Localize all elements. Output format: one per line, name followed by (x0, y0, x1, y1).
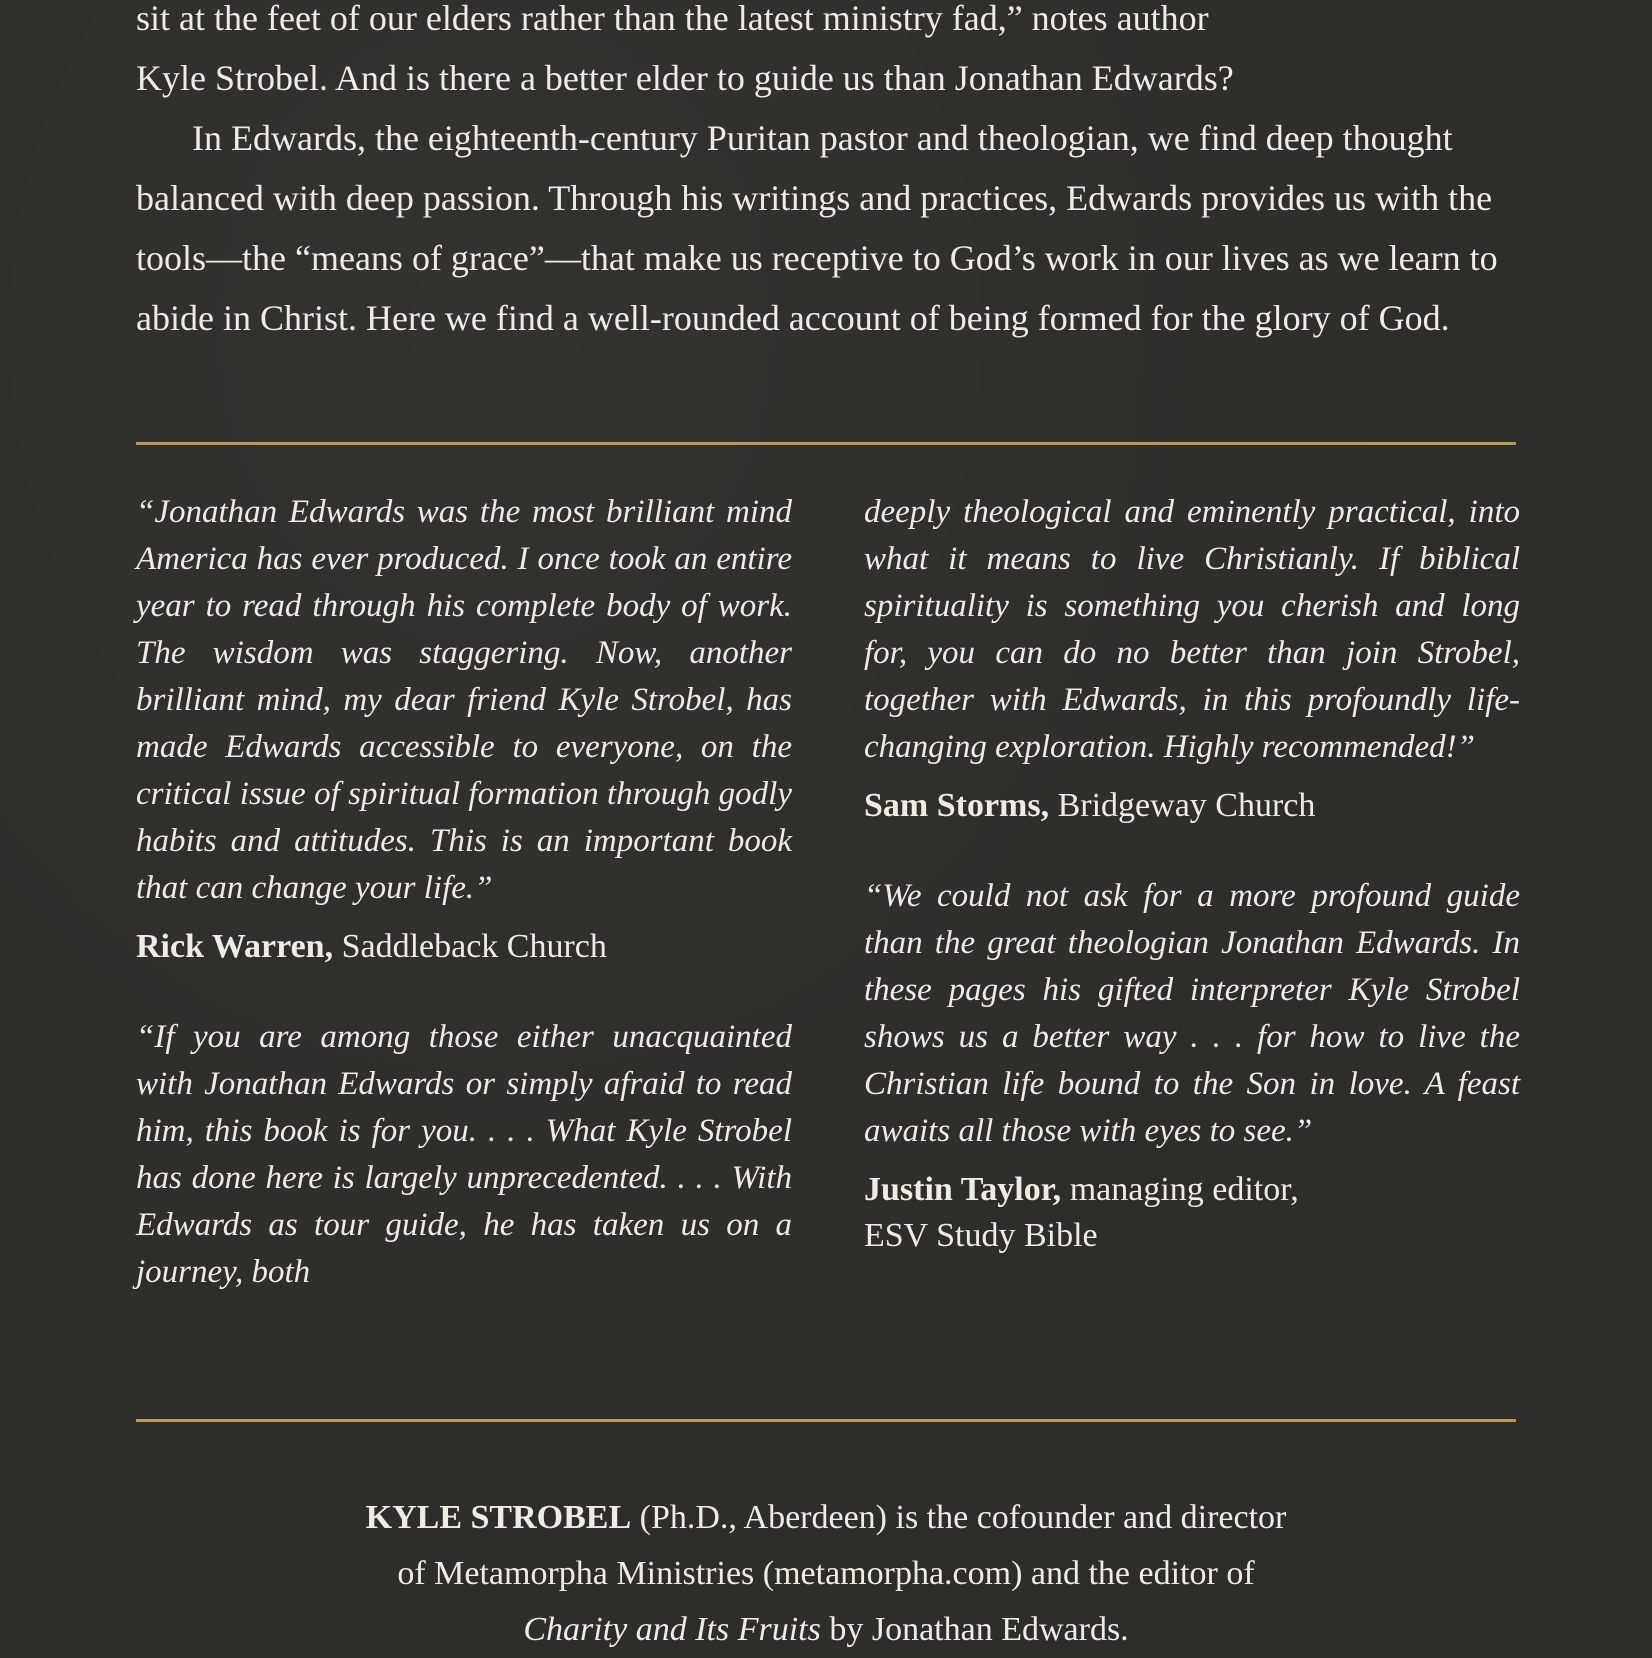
endorsement-warren (136, 489, 792, 970)
endorsement-attribution (864, 783, 1520, 829)
endorser-affiliation-line-2: ESV Study Bible (864, 1217, 1098, 1254)
endorser-name: Sam Storms, (864, 787, 1050, 824)
endorsement-column-right (864, 489, 1520, 1259)
blurb-paragraph-2: In Edwards, the eighteenth-century Puritan pastor and theologian, we find deep thought balanced with deep passion. Through his writings and practices, Edwards provides us with the tools—the “means of grace”—that make us receptive to God’s work in our lives as we learn to abide in Christ. Here we find a well-rounded account of being formed for the glory of God. (136, 118, 1498, 338)
endorsement-column-left (136, 489, 792, 1296)
endorsement-quote: “We could not ask for a more profound guide than the great theologian Jonathan Edwards. In these pages his gifted interpreter Kyle Strobel shows us a better way . . . for how to live the Christian life bound to the Son in love. A feast awaits all those with eyes to see.” (864, 878, 1520, 1149)
endorsement-quote-storms-part1: “If you are among those either unacquainted with Jonathan Edwards or simply afraid to read him, this book is for you. . . . What Kyle Strobel has done here is largely unprecedented. . . . With Edwards as tour guide, he has taken us on a journey, both (136, 1019, 792, 1290)
endorser-name: Justin Taylor, (864, 1171, 1062, 1208)
author-name: KYLE STROBEL (365, 1499, 632, 1536)
description-blurb (136, 0, 1516, 348)
bio-line-3 (136, 1602, 1516, 1658)
blurb-line-1: sit at the feet of our elders rather than the latest ministry fad,” notes author (136, 0, 1209, 38)
endorser-affiliation: Bridgeway Church (1049, 787, 1316, 824)
endorser-affiliation: managing editor, (1061, 1171, 1299, 1208)
book-title: Charity and Its Fruits (523, 1611, 821, 1648)
endorser-affiliation: Saddleback Church (333, 928, 607, 965)
endorser-name: Rick Warren, (136, 928, 334, 965)
endorsement-quote: “Jonathan Edwards was the most brilliant mind America has ever produced. I once took an entire year to read through his complete body of work. The wisdom was staggering. Now, another brilliant mind, my dear friend Kyle Strobel, has made Edwards accessible to everyone, on the critical issue of spiritual formation through godly habits and attitudes. This is an important book that can change your life.” (136, 494, 792, 906)
bio-line-1 (136, 1490, 1516, 1546)
bio-line-3-rest: by Jonathan Edwards. (820, 1611, 1129, 1648)
gold-divider-bottom (136, 1419, 1516, 1422)
blurb-line-2: Kyle Strobel. And is there a better elder to guide us than Jonathan Edwards? (136, 58, 1234, 98)
bio-line-2: of Metamorpha Ministries (metamorpha.com) and the editor of (397, 1555, 1255, 1592)
endorsement-quote-storms-part2: deeply theological and eminently practical, into what it means to live Christianly. If biblical spirituality is something you cherish and long for, you can do no better than join Strobel, together with Edwards, in this profoundly life-changing exploration. Highly recommended!” (864, 494, 1520, 765)
gold-divider-top (136, 442, 1516, 445)
endorsement-taylor (864, 873, 1520, 1259)
endorsement-attribution (136, 924, 792, 970)
endorsement-storms (864, 489, 1520, 829)
bio-line-1-rest: (Ph.D., Aberdeen) is the cofounder and director (631, 1499, 1287, 1536)
author-bio (136, 1490, 1516, 1658)
endorsement-attribution (864, 1167, 1520, 1259)
